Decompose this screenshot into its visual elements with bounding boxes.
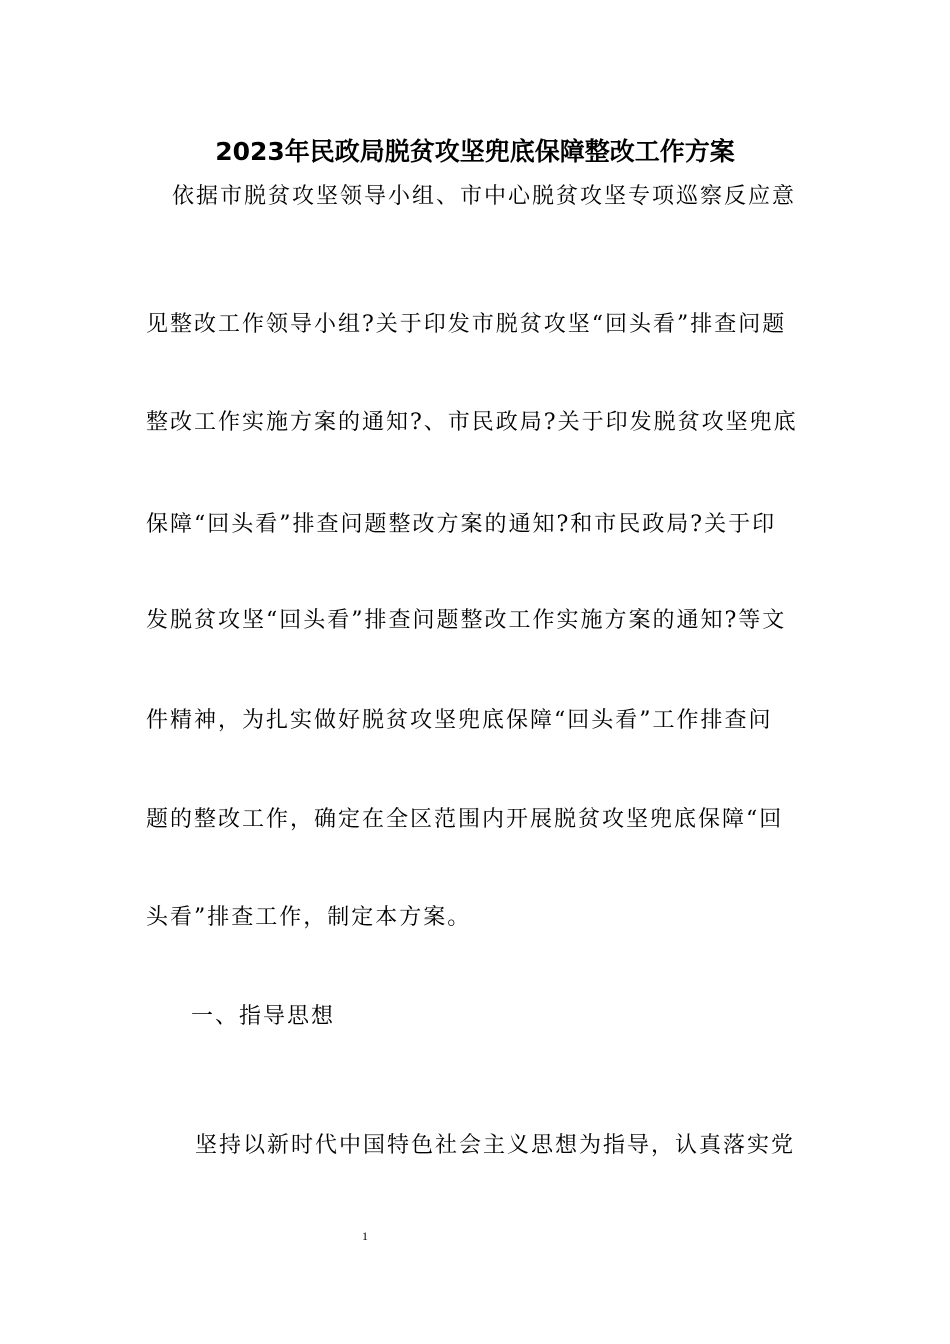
paragraph-line: 整改工作实施方案的通知?、市民政局?关于印发脱贫攻坚兜底 bbox=[146, 410, 798, 435]
section-heading: 一、指导思想 bbox=[191, 1004, 336, 1029]
paragraph-line: 题的整改工作，确定在全区范围内开展脱贫攻坚兜底保障“回 bbox=[146, 807, 784, 832]
paragraph-line: 见整改工作领导小组?关于印发市脱贫攻坚“回头看”排查问题 bbox=[146, 312, 787, 337]
paragraph-line: 坚持以新时代中国特色社会主义思想为指导，认真落实党 bbox=[195, 1133, 796, 1158]
page-title: 2023年民政局脱贫攻坚兜底保障整改工作方案 bbox=[215, 137, 735, 166]
paragraph-line: 件精神，为扎实做好脱贫攻坚兜底保障“回头看”工作排查问 bbox=[146, 708, 773, 733]
paragraph-line: 发脱贫攻坚“回头看”排查问题整改工作实施方案的通知?等文 bbox=[146, 608, 787, 633]
page-number: 1 bbox=[362, 1229, 368, 1243]
paragraph-line: 头看”排查工作，制定本方案。 bbox=[146, 905, 472, 930]
paragraph-line: 保障“回头看”排查问题整改方案的通知?和市民政局?关于印 bbox=[146, 512, 777, 537]
paragraph-line: 依据市脱贫攻坚领导小组、市中心脱贫攻坚专项巡察反应意 bbox=[172, 184, 797, 209]
